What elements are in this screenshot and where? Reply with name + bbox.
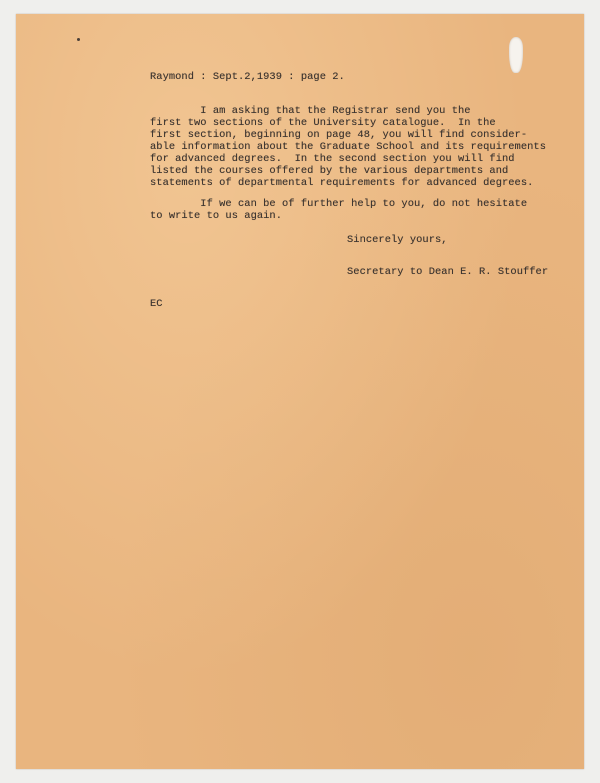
complimentary-close: Sincerely yours, [347, 234, 448, 246]
paragraph-1-line: first two sections of the University catalogue. In the [150, 117, 496, 129]
paragraph-1-line: I am asking that the Registrar send you the [150, 105, 471, 117]
paragraph-2-line: to write to us again. [150, 210, 282, 222]
paragraph-1-line: first section, beginning on page 48, you will find consider- [150, 129, 528, 141]
punch-hole [509, 37, 523, 73]
paragraph-1-line: for advanced degrees. In the second section you will find [150, 153, 515, 165]
signature-line: Secretary to Dean E. R. Stouffer [347, 266, 549, 278]
ink-speck [77, 38, 80, 41]
paragraph-1-line: able information about the Graduate School and its requirements [150, 141, 546, 153]
paragraph-1-line: listed the courses offered by the various departments and [150, 165, 509, 177]
typist-initials: EC [150, 298, 163, 310]
paragraph-2-line: If we can be of further help to you, do not hesitate [150, 198, 528, 210]
letter-header: Raymond : Sept.2,1939 : page 2. [150, 71, 345, 83]
letter-page [16, 14, 584, 769]
paragraph-1-line: statements of departmental requirements for advanced degrees. [150, 177, 534, 189]
